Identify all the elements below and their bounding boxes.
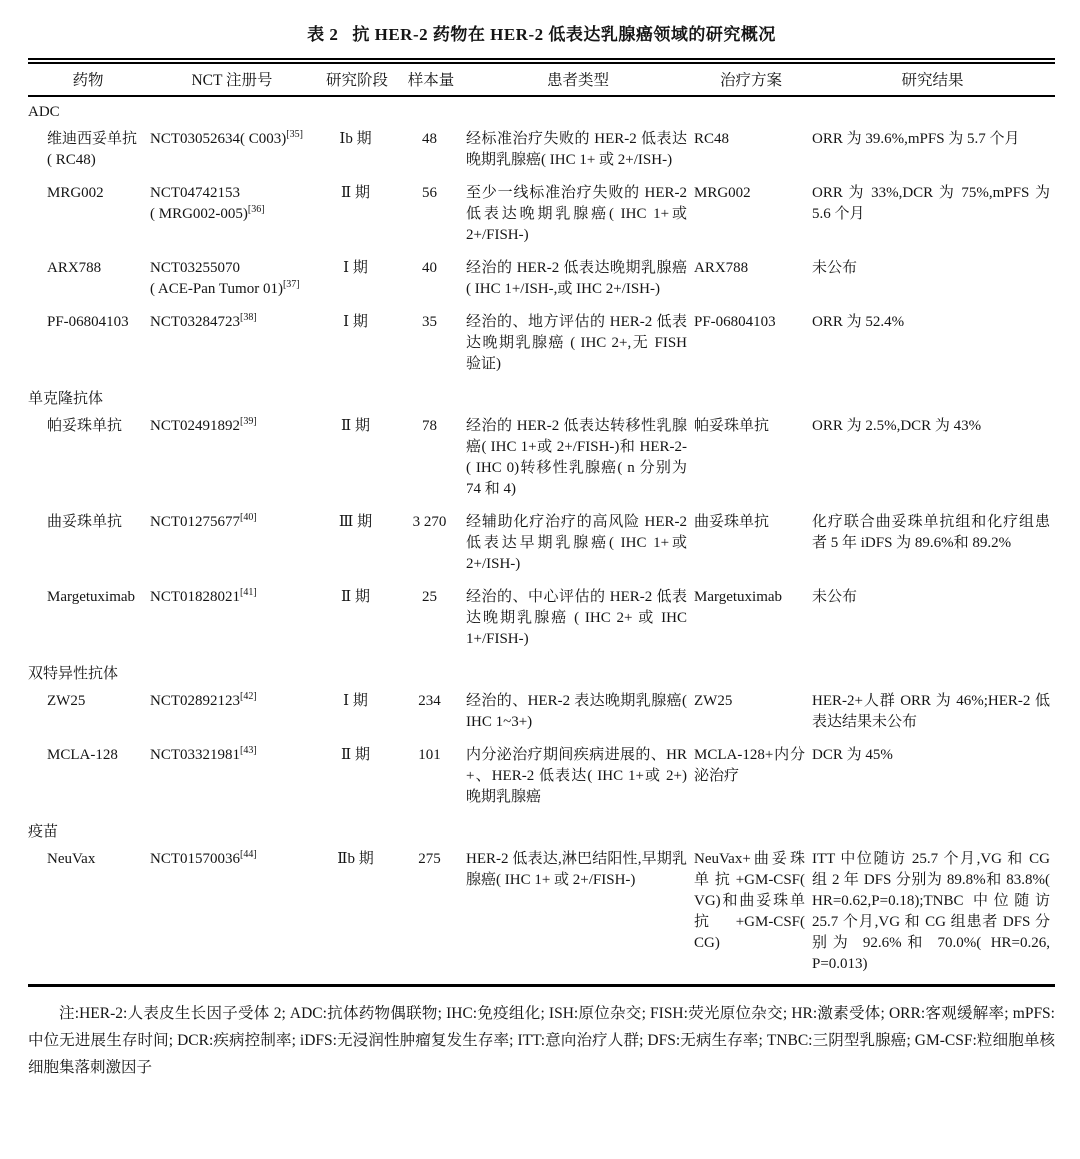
nct-line1: NCT03321981[43] bbox=[150, 745, 257, 763]
table-row bbox=[28, 742, 1055, 817]
patients-cell: 经治的 HER-2 低表达转移性乳腺癌( IHC 1+或 2+/FISH-)和 HER-2-( IHC 0)转移性乳腺癌( n 分别为 74 和 4) bbox=[466, 418, 687, 497]
result-cell: ORR 为 39.6%,mPFS 为 5.7 个月 bbox=[812, 131, 1020, 147]
nct-line1: NCT01828021[41] bbox=[150, 587, 257, 605]
drug-cell bbox=[28, 413, 148, 509]
regimen-cell: MCLA-128+内分泌治疗 bbox=[694, 747, 805, 784]
nct-line1: NCT03052634( C003)[35] bbox=[150, 129, 303, 147]
reference-superscript: [35] bbox=[286, 129, 303, 140]
patients-cell: HER-2 低表达,淋巴结阳性,早期乳腺癌( IHC 1+ 或 2+/FISH-) bbox=[466, 851, 687, 888]
table-row bbox=[28, 584, 1055, 659]
patients-cell: 经治的、HER-2 表达晚期乳腺癌( IHC 1~3+) bbox=[466, 693, 687, 730]
reference-superscript: [39] bbox=[240, 416, 257, 427]
result-cell: ORR 为 52.4% bbox=[812, 314, 905, 330]
regimen-cell: RC48 bbox=[694, 131, 730, 147]
table-row bbox=[28, 509, 1055, 584]
section-label: 疫苗 bbox=[28, 824, 59, 840]
samplesize-cell: 25 bbox=[422, 589, 437, 605]
regimen-cell: MRG002 bbox=[694, 185, 751, 201]
table-body bbox=[28, 96, 1055, 986]
section-row bbox=[28, 817, 1055, 846]
result-cell: 未公布 bbox=[812, 260, 858, 276]
nct-cell bbox=[148, 180, 316, 255]
nct-line1: NCT01275677[40] bbox=[150, 512, 257, 530]
table-title-text: 抗 HER-2 药物在 HER-2 低表达乳腺癌领域的研究概况 bbox=[352, 25, 776, 44]
patients-cell: 经治的 HER-2 低表达晚期乳腺癌 ( IHC 1+/ISH-,或 IHC 2+/ISH-) bbox=[466, 260, 687, 297]
section-label: 双特异性抗体 bbox=[28, 666, 119, 682]
nct-cell bbox=[148, 126, 316, 180]
nct-cell bbox=[148, 742, 316, 817]
regimen-cell: Margetuximab bbox=[694, 589, 783, 605]
table-row bbox=[28, 309, 1055, 384]
col-header-drug: 药物 bbox=[28, 61, 148, 96]
table-row bbox=[28, 255, 1055, 309]
regimen-cell: PF-06804103 bbox=[694, 314, 776, 330]
stage-cell: Ⅰ 期 bbox=[343, 314, 368, 330]
result-cell: ORR 为 33%,DCR 为 75%,mPFS 为 5.6 个月 bbox=[812, 185, 1050, 222]
regimen-cell: ARX788 bbox=[694, 260, 749, 276]
patients-cell: 至少一线标准治疗失败的 HER-2 低表达晚期乳腺癌( IHC 1+或 2+/FISH-) bbox=[466, 185, 687, 243]
drug-name: 曲妥珠单抗 bbox=[47, 514, 123, 530]
drug-name: Margetuximab bbox=[47, 589, 136, 605]
drug-cell bbox=[28, 309, 148, 384]
nct-line1: NCT03255070 bbox=[150, 260, 240, 276]
drug-cell bbox=[28, 688, 148, 742]
footnote: 注:HER-2:人表皮生长因子受体 2; ADC:抗体药物偶联物; IHC:免疫组化; ISH:原位杂交; FISH:荧光原位杂交; HR:激素受体; ORR:客观缓解率; mPFS:中位无进展生存时间; DCR:疾病控制率; iDFS:无浸润性肿瘤复发生存率; ITT:意向治疗人群; DFS:无病生存率; TNBC:三阴型乳腺癌; GM-CSF:粒细胞单核细胞集落刺激因子 bbox=[28, 1005, 1055, 1076]
patients-cell: 经治的、中心评估的 HER-2 低表达晚期乳腺癌 ( IHC 2+ 或 IHC 1+/FISH-) bbox=[466, 589, 687, 647]
result-cell: ORR 为 2.5%,DCR 为 43% bbox=[812, 418, 982, 434]
stage-cell: Ⅱ 期 bbox=[341, 589, 370, 605]
section-row bbox=[28, 384, 1055, 413]
drug-name-alias: ( RC48) bbox=[47, 152, 96, 168]
drug-name: 维迪西妥单抗 bbox=[47, 131, 138, 147]
section-row bbox=[28, 96, 1055, 126]
drug-name: PF-06804103 bbox=[47, 314, 129, 330]
nct-cell bbox=[148, 309, 316, 384]
reference-superscript: [41] bbox=[240, 587, 257, 598]
drug-cell bbox=[28, 742, 148, 817]
regimen-cell: 帕妥珠单抗 bbox=[694, 418, 770, 434]
nct-line1: NCT03284723[38] bbox=[150, 312, 257, 330]
table-row bbox=[28, 688, 1055, 742]
nct-cell bbox=[148, 413, 316, 509]
nct-line1: NCT02491892[39] bbox=[150, 416, 257, 434]
col-header-patients: 患者类型 bbox=[464, 61, 692, 96]
table-row bbox=[28, 846, 1055, 986]
reference-superscript: [44] bbox=[240, 849, 257, 860]
samplesize-cell: 101 bbox=[418, 747, 441, 763]
samplesize-cell: 56 bbox=[422, 185, 437, 201]
table-title bbox=[28, 20, 1055, 45]
samplesize-cell: 3 270 bbox=[412, 514, 447, 530]
patients-cell: 内分泌治疗期间疾病进展的、HR +、HER-2 低表达( IHC 1+或 2+)晚期乳腺癌 bbox=[466, 747, 687, 805]
patients-cell: 经治的、地方评估的 HER-2 低表达晚期乳腺癌 ( IHC 2+,无 FISH 验证) bbox=[466, 314, 687, 372]
section-row bbox=[28, 659, 1055, 688]
table-row bbox=[28, 180, 1055, 255]
table-header bbox=[28, 61, 1055, 96]
section-label: ADC bbox=[28, 104, 60, 120]
reference-superscript: [40] bbox=[240, 512, 257, 523]
stage-cell: Ⅱb 期 bbox=[337, 851, 374, 867]
nct-cell bbox=[148, 509, 316, 584]
samplesize-cell: 35 bbox=[422, 314, 437, 330]
reference-superscript: [38] bbox=[240, 312, 257, 323]
stage-cell: Ⅱ 期 bbox=[341, 418, 370, 434]
nct-cell bbox=[148, 846, 316, 986]
table-row bbox=[28, 126, 1055, 180]
drug-name: MCLA-128 bbox=[47, 747, 118, 763]
samplesize-cell: 48 bbox=[422, 131, 437, 147]
section-label: 单克隆抗体 bbox=[28, 391, 104, 407]
drug-cell bbox=[28, 584, 148, 659]
samplesize-cell: 234 bbox=[418, 693, 441, 709]
drug-name: 帕妥珠单抗 bbox=[47, 418, 123, 434]
nct-line2: ( MRG002-005)[36] bbox=[150, 204, 265, 222]
nct-line1: NCT02892123[42] bbox=[150, 691, 257, 709]
col-header-stage: 研究阶段 bbox=[316, 61, 398, 96]
drug-name: NeuVax bbox=[47, 851, 96, 867]
result-cell: DCR 为 45% bbox=[812, 747, 893, 763]
patients-cell: 经辅助化疗治疗的高风险 HER-2 低表达早期乳腺癌( IHC 1+或 2+/ISH-) bbox=[466, 514, 687, 572]
table-number: 表 2 bbox=[307, 25, 339, 44]
regimen-cell: 曲妥珠单抗 bbox=[694, 514, 770, 530]
regimen-cell: NeuVax+曲妥珠单抗+GM-CSF( VG)和曲妥珠单抗+GM-CSF( CG) bbox=[694, 851, 805, 951]
drug-name: MRG002 bbox=[47, 185, 104, 201]
drug-name: ARX788 bbox=[47, 260, 102, 276]
nct-line1: NCT01570036[44] bbox=[150, 849, 257, 867]
stage-cell: Ⅲ 期 bbox=[338, 514, 373, 530]
drug-cell bbox=[28, 846, 148, 986]
result-cell: 未公布 bbox=[812, 589, 858, 605]
stage-cell: Ⅰ 期 bbox=[343, 693, 368, 709]
drug-cell bbox=[28, 126, 148, 180]
nct-cell bbox=[148, 584, 316, 659]
nct-cell bbox=[148, 255, 316, 309]
drug-cell bbox=[28, 180, 148, 255]
samplesize-cell: 40 bbox=[422, 260, 437, 276]
samplesize-cell: 78 bbox=[422, 418, 437, 434]
table-row bbox=[28, 413, 1055, 509]
col-header-nct: NCT 注册号 bbox=[148, 61, 316, 96]
drug-cell bbox=[28, 255, 148, 309]
stage-cell: Ⅱ 期 bbox=[341, 185, 370, 201]
col-header-samplesize: 样本量 bbox=[398, 61, 464, 96]
stage-cell: Ⅰ 期 bbox=[343, 260, 368, 276]
nct-line2: ( ACE-Pan Tumor 01)[37] bbox=[150, 279, 300, 297]
reference-superscript: [43] bbox=[240, 745, 257, 756]
regimen-cell: ZW25 bbox=[694, 693, 733, 709]
nct-line1: NCT04742153 bbox=[150, 185, 240, 201]
col-header-result: 研究结果 bbox=[810, 61, 1055, 96]
drug-name: ZW25 bbox=[47, 693, 86, 709]
stage-cell: Ⅰb 期 bbox=[339, 131, 372, 147]
nct-cell bbox=[148, 688, 316, 742]
study-table bbox=[28, 58, 1055, 987]
reference-superscript: [42] bbox=[240, 691, 257, 702]
result-cell: HER-2+人群 ORR 为 46%;HER-2 低表达结果未公布 bbox=[812, 693, 1050, 730]
reference-superscript: [37] bbox=[282, 279, 300, 290]
patients-cell: 经标准治疗失败的 HER-2 低表达晚期乳腺癌( IHC 1+ 或 2+/ISH-) bbox=[466, 131, 687, 168]
result-cell: ITT 中位随访 25.7 个月,VG 和 CG 组 2 年 DFS 分别为 89.8%和 83.8%( HR=0.62,P=0.18);TNBC 中位随访 25.7 个月,VG 和 CG 组患者 DFS 分别为 92.6%和 70.0%( HR=0.26, P=0.013) bbox=[812, 851, 1050, 972]
samplesize-cell: 275 bbox=[418, 851, 441, 867]
result-cell: 化疗联合曲妥珠单抗组和化疗组患者 5 年 iDFS 为 89.6%和 89.2% bbox=[812, 514, 1050, 551]
header-row bbox=[28, 61, 1055, 96]
col-header-regimen: 治疗方案 bbox=[692, 61, 810, 96]
reference-superscript: [36] bbox=[247, 204, 265, 215]
drug-cell bbox=[28, 509, 148, 584]
stage-cell: Ⅱ 期 bbox=[341, 747, 370, 763]
